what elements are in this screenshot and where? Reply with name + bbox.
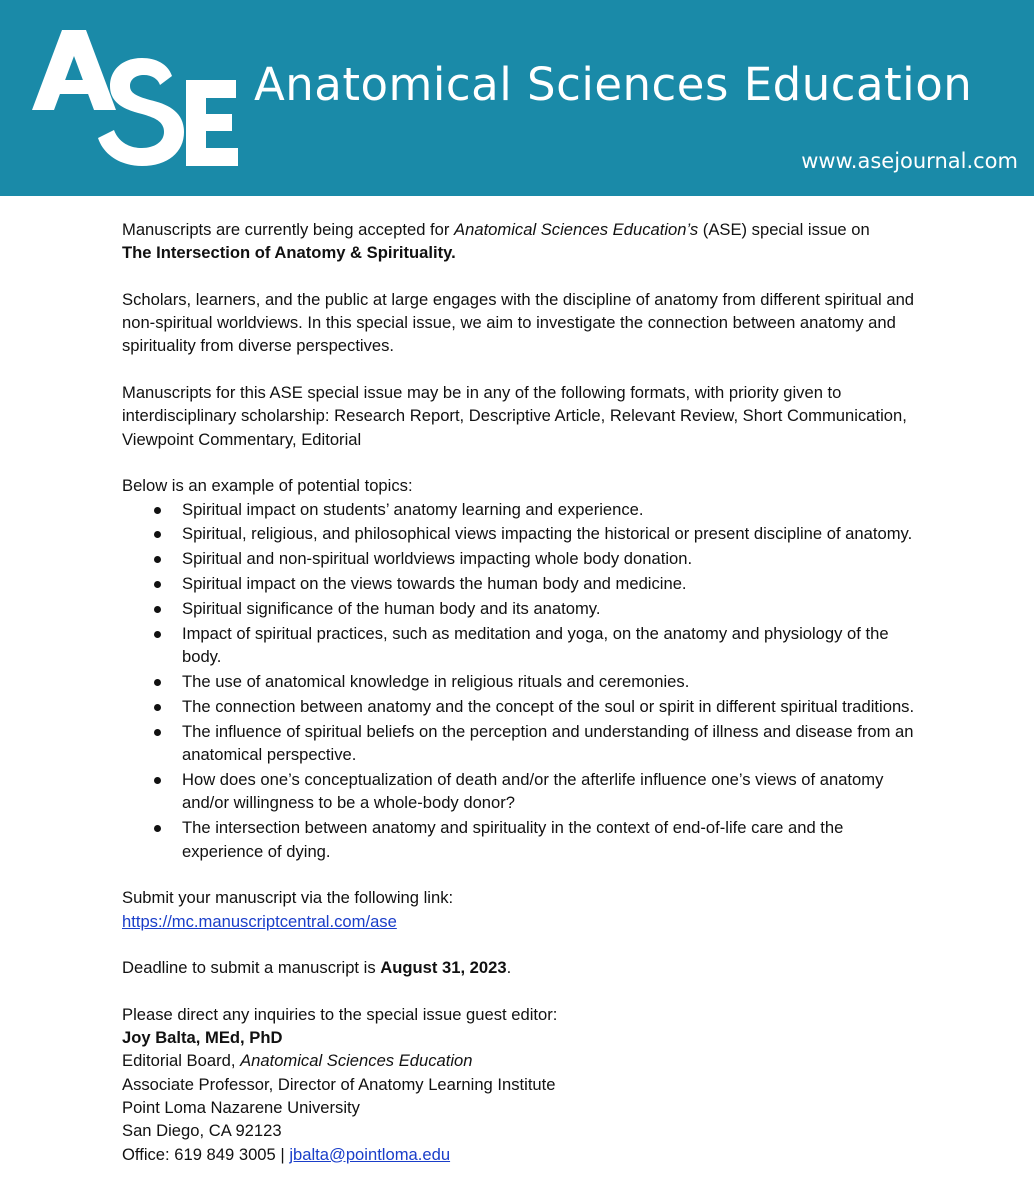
topic-text: Spiritual significance of the human body and its anatomy. — [182, 599, 601, 619]
editor-position: Associate Professor, Director of Anatomy Learning Institute — [122, 1074, 556, 1094]
editor-board — [122, 1049, 922, 1072]
bullet-icon — [154, 507, 161, 514]
topic-text: The influence of spiritual beliefs on the perception and understanding of illness and disease from an anatomical perspective. — [182, 721, 914, 765]
topic-text: Impact of spiritual practices, such as meditation and yoga, on the anatomy and physiology of the body. — [182, 624, 889, 667]
topic-text: How does one’s conceptualization of death and/or the afterlife influence one’s views of anatomy and/or willingness to be a whole-body donor? — [182, 770, 884, 813]
topic-text: Spiritual, religious, and philosophical views impacting the historical or present discipline of anatomy. — [182, 524, 913, 544]
intro-text-after: (ASE) special issue on — [698, 220, 870, 239]
bullet-icon — [154, 631, 161, 638]
journal-title: Anatomical Sciences Education — [254, 58, 973, 111]
document-body — [122, 218, 922, 1166]
submission-link[interactable]: https://mc.manuscriptcentral.com/ase — [122, 911, 397, 931]
topic-text: The connection between anatomy and the concept of the soul or spirit in different spiritual traditions. — [182, 697, 915, 717]
bullet-icon — [154, 531, 161, 538]
editor-name: Joy Balta, MEd, PhD — [122, 1028, 283, 1048]
scholars-paragraph: Scholars, learners, and the public at large engages with the discipline of anatomy from different spiritual and non-spiritual worldviews. In this special issue, we aim to investigate the connection between anatomy and spirituality from diverse perspectives. — [122, 289, 915, 356]
topics-heading: Below is an example of potential topics: — [122, 476, 413, 496]
bullet-icon — [154, 679, 161, 686]
topic-text: Spiritual and non-spiritual worldviews impacting whole body donation. — [182, 549, 693, 569]
list-item — [122, 816, 922, 863]
editor-university: Point Loma Nazarene University — [122, 1097, 360, 1117]
list-item — [122, 768, 922, 815]
deadline-text: Deadline to submit a manuscript is — [122, 958, 381, 978]
office-phone: Office: 619 849 3005 | — [122, 1144, 290, 1164]
topic-list — [122, 498, 922, 863]
topic-text: The intersection between anatomy and spirituality in the context of end-of-life care and the experience of dying. — [182, 818, 844, 861]
journal-website[interactable]: www.asejournal.com — [801, 149, 1018, 173]
list-item — [122, 498, 922, 521]
deadline-period: . — [506, 958, 512, 978]
editor-office — [122, 1143, 922, 1166]
bullet-icon — [154, 704, 161, 711]
submit-paragraph — [122, 886, 922, 933]
bullet-icon — [154, 556, 161, 563]
list-item — [122, 720, 922, 767]
formats-paragraph: Manuscripts for this ASE special issue may be in any of the following formats, with priority given to interdisciplinary scholarship: Research Report, Descriptive Article, Relevant Review, Short Communication, Viewpoint Commentary, Editorial — [122, 383, 907, 449]
journal-banner — [0, 0, 1034, 196]
deadline-date: August 31, 2023 — [380, 958, 507, 978]
bullet-icon — [154, 825, 161, 832]
contact-block — [122, 1003, 922, 1166]
editor-email-link[interactable]: jbalta@pointloma.edu — [289, 1144, 451, 1164]
special-issue-title: The Intersection of Anatomy & Spirituality. — [122, 243, 456, 263]
submit-text: Submit your manuscript via the following link: — [122, 888, 454, 908]
deadline-paragraph — [122, 956, 922, 979]
topic-text: Spiritual impact on the views towards the human body and medicine. — [182, 574, 687, 594]
list-item — [122, 597, 922, 620]
board-journal: Anatomical Sciences Education — [240, 1051, 473, 1071]
ase-logo — [22, 18, 242, 178]
contact-intro: Please direct any inquiries to the special issue guest editor: — [122, 1004, 558, 1024]
bullet-icon — [154, 729, 161, 736]
editor-city: San Diego, CA 92123 — [122, 1121, 282, 1141]
bullet-icon — [154, 606, 161, 613]
list-item — [122, 522, 922, 545]
intro-journal-name: Anatomical Sciences Education’s — [454, 220, 699, 239]
intro-text: Manuscripts are currently being accepted for — [122, 220, 455, 239]
intro-paragraph — [122, 218, 922, 265]
list-item — [122, 572, 922, 595]
list-item — [122, 622, 922, 669]
list-item — [122, 695, 922, 718]
board-prefix: Editorial Board, — [122, 1051, 241, 1071]
list-item — [122, 670, 922, 693]
topic-text: The use of anatomical knowledge in religious rituals and ceremonies. — [182, 672, 690, 692]
list-item — [122, 547, 922, 570]
bullet-icon — [154, 777, 161, 784]
topic-text: Spiritual impact on students’ anatomy learning and experience. — [182, 499, 644, 519]
bullet-icon — [154, 581, 161, 588]
